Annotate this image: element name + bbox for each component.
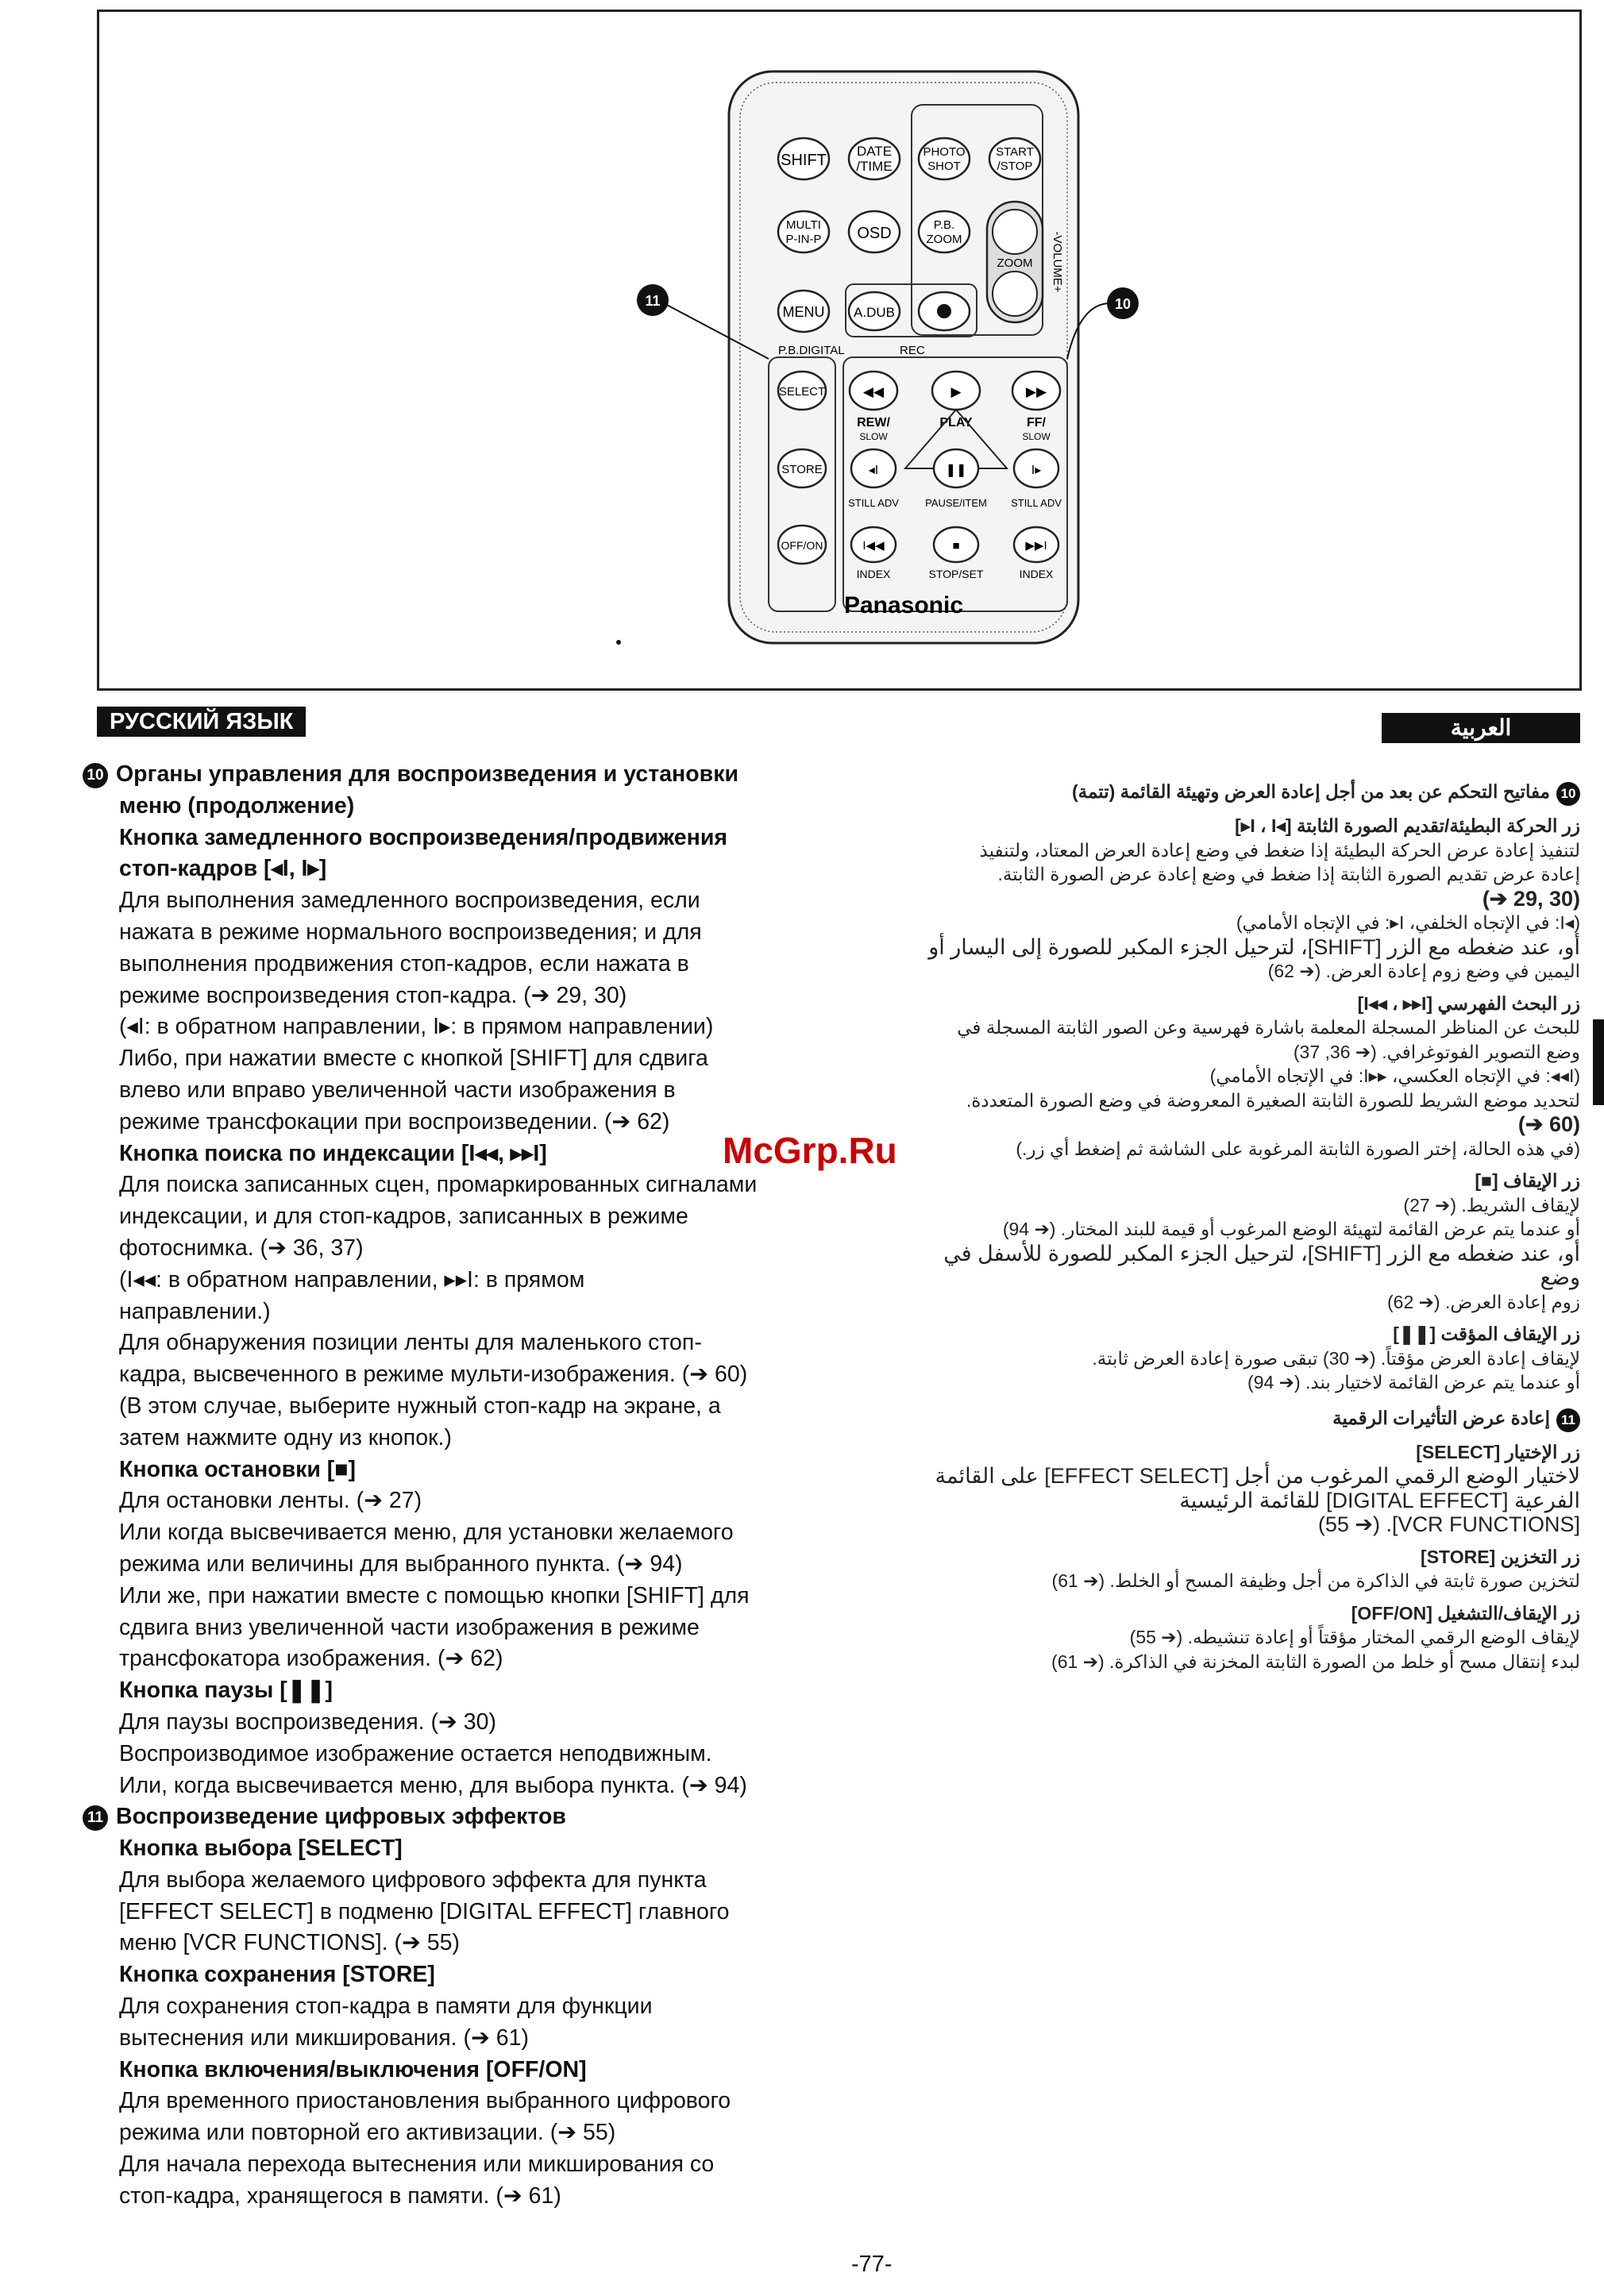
line-text: стоп-кадров [◂I, I▸] bbox=[119, 856, 327, 882]
svg-text:STILL ADV: STILL ADV bbox=[1011, 497, 1062, 509]
line-text: вытеснения или микширования. (➔ 61) bbox=[119, 2024, 529, 2051]
remote-control-illustration bbox=[635, 57, 1191, 661]
line-text: Для паузы воспроизведения. (➔ 30) bbox=[119, 1709, 496, 1735]
callout-11 bbox=[637, 284, 669, 316]
arabic-line bbox=[913, 1370, 1580, 1395]
arabic-line bbox=[913, 1489, 1580, 1513]
page-edge-tab bbox=[1593, 1019, 1604, 1105]
arabic-line bbox=[913, 862, 1580, 887]
language-badge-arabic: العربية bbox=[1382, 713, 1580, 743]
russian-text-column bbox=[83, 759, 869, 2213]
line-text: لإيقاف الوضع الرقمي المختار مؤقتاً أو إعادة تنشيطه. (➔ 55) bbox=[1129, 1627, 1580, 1647]
section-number-badge: 10 bbox=[83, 763, 108, 788]
svg-text:PAUSE/ITEM: PAUSE/ITEM bbox=[925, 497, 987, 509]
line-text: إعادة عرض التأثيرات الرقمية bbox=[1332, 1407, 1550, 1428]
pause-button bbox=[934, 449, 978, 487]
russian-line bbox=[83, 1423, 869, 1454]
line-text: Или же, при нажатии вместе с помощью кнопки [SHIFT] для bbox=[119, 1582, 750, 1608]
svg-text:STOP/SET: STOP/SET bbox=[928, 568, 984, 580]
russian-line bbox=[83, 1517, 869, 1549]
line-text: إعادة عرض تقديم الصورة الثابتة إذا ضغط في وضع إعادة عرض الصورة الثابتة. bbox=[997, 864, 1580, 884]
russian-line bbox=[83, 1391, 869, 1423]
russian-line bbox=[83, 1959, 869, 1991]
line-text: стоп-кадра, хранящегося в памяти. (➔ 61) bbox=[119, 2182, 561, 2209]
svg-text:P.B.: P.B. bbox=[933, 218, 955, 232]
svg-text:11: 11 bbox=[645, 293, 661, 309]
svg-text:PLAY: PLAY bbox=[939, 416, 973, 430]
russian-line bbox=[83, 1928, 869, 1959]
line-text: Либо, при нажатии вместе с кнопкой [SHIFT] для сдвига bbox=[119, 1046, 708, 1072]
arabic-line bbox=[913, 1406, 1580, 1432]
arabic-text-column bbox=[913, 769, 1580, 1674]
russian-line bbox=[83, 1169, 869, 1201]
line-text: Воспроизведение цифровых эффектов bbox=[116, 1804, 566, 1830]
line-text: أو، عند ضغطه مع الزر [SHIFT]، لترحيل الجزء المكبر للصورة إلى اليسار أو bbox=[928, 934, 1580, 959]
arabic-line bbox=[913, 1601, 1580, 1626]
russian-line bbox=[83, 1581, 869, 1612]
line-text: Органы управления для воспроизведения и установки bbox=[116, 761, 738, 787]
stray-mark bbox=[616, 640, 621, 645]
arabic-line bbox=[913, 1569, 1580, 1593]
arabic-line bbox=[913, 1625, 1580, 1650]
date-time-button bbox=[849, 138, 900, 179]
line-text: للبحث عن المناظر المسجلة المعلمة باشارة فهرسية وعن الصور الثابتة المسجلة في bbox=[957, 1017, 1580, 1038]
photo-shot-button bbox=[919, 138, 970, 179]
svg-text:PHOTO: PHOTO bbox=[923, 145, 966, 159]
line-text: لبدء إنتقال مسح أو خلط من الصورة الثابتة المخزنة في الذاكرة. (➔ 61) bbox=[1051, 1651, 1580, 1672]
index-forward-button bbox=[1014, 527, 1058, 580]
multi-pinp-button bbox=[778, 211, 829, 252]
russian-line bbox=[83, 2086, 869, 2117]
line-text: режима или повторной его активизации. (➔ 55) bbox=[119, 2120, 616, 2146]
line-text: (➔ 60) bbox=[1517, 1112, 1580, 1136]
line-text: زوم إعادة العرض. (➔ 62) bbox=[1386, 1291, 1580, 1312]
section-number-badge: 11 bbox=[83, 1805, 108, 1831]
section-number-badge: 10 bbox=[1556, 782, 1580, 806]
callout-10 bbox=[1107, 287, 1139, 319]
russian-line bbox=[83, 1991, 869, 2023]
arabic-line bbox=[913, 1290, 1580, 1315]
russian-line bbox=[83, 885, 869, 917]
line-text: أو، عند ضغطه مع الزر [SHIFT]، لترحيل الجزء المكبر للصورة للأسفل في وضع bbox=[943, 1241, 1580, 1289]
arabic-line bbox=[913, 1193, 1580, 1218]
still-adv-forward-button bbox=[1014, 449, 1058, 487]
shift-button bbox=[778, 138, 829, 179]
line-text: Или когда высвечивается меню, для установки желаемого bbox=[119, 1520, 734, 1546]
rec-label: REC bbox=[900, 344, 925, 357]
arabic-line bbox=[913, 911, 1580, 935]
select-button bbox=[778, 372, 826, 410]
line-text: нажата в режиме нормального воспроизведения; и для bbox=[119, 919, 702, 945]
line-text: (في هذه الحالة، إختر الصورة الثابتة المرغوبة على الشاشة ثم إضغط أي زر.) bbox=[1016, 1138, 1580, 1159]
line-text: أو عندما يتم عرض القائمة لاختيار بند. (➔ 94) bbox=[1247, 1372, 1580, 1393]
line-text: затем нажмите одну из кнопок.) bbox=[119, 1424, 452, 1450]
arabic-line bbox=[913, 887, 1580, 911]
russian-line bbox=[83, 980, 869, 1012]
section-number-badge: 11 bbox=[1556, 1408, 1580, 1432]
line-text: Или, когда высвечивается меню, для выбора пункта. (➔ 94) bbox=[119, 1772, 747, 1798]
line-text: زر البحث الفهرسي [I◂◂ ، ▸▸I] bbox=[1357, 992, 1580, 1014]
arabic-line bbox=[913, 1112, 1580, 1137]
line-text: кадра, высвеченного в режиме мульти-изображения. (➔ 60) bbox=[119, 1362, 748, 1388]
arabic-line bbox=[913, 959, 1580, 984]
line-text: [VCR FUNCTIONS]. (➔ 55) bbox=[1317, 1512, 1580, 1536]
stop-set-button bbox=[929, 527, 984, 580]
index-back-button bbox=[851, 527, 896, 580]
svg-text:◀◀: ◀◀ bbox=[862, 384, 885, 399]
russian-line bbox=[83, 1707, 869, 1739]
line-text: لإيقاف إعادة العرض مؤقتاً. (➔ 30) تبقى صورة إعادة العرض ثابتة. bbox=[1092, 1347, 1580, 1369]
russian-line bbox=[83, 1770, 869, 1802]
svg-text:SHIFT: SHIFT bbox=[781, 152, 827, 169]
russian-line bbox=[83, 917, 869, 949]
arabic-line bbox=[913, 1242, 1580, 1290]
arabic-line bbox=[913, 1440, 1580, 1465]
svg-text:OFF/ON: OFF/ON bbox=[781, 539, 823, 552]
line-text: Для выполнения замедленного воспроизведения, если bbox=[119, 888, 700, 914]
arabic-line bbox=[913, 1464, 1580, 1489]
line-text: Кнопка сохранения [STORE] bbox=[119, 1962, 435, 1988]
line-text: (В этом случае, выберите нужный стоп-кадр на экране, а bbox=[119, 1393, 721, 1419]
line-text: الفرعية [DIGITAL EFFECT] للقائمة الرئيسية bbox=[1179, 1488, 1580, 1512]
arabic-line bbox=[913, 992, 1580, 1016]
off-on-button bbox=[778, 526, 826, 564]
line-text: режима или величины для выбранного пункта. (➔ 94) bbox=[119, 1551, 683, 1577]
svg-text:ZOOM: ZOOM bbox=[926, 233, 962, 246]
svg-text:INDEX: INDEX bbox=[856, 568, 891, 580]
russian-line bbox=[83, 1485, 869, 1517]
arabic-line bbox=[913, 1040, 1580, 1065]
line-text: сдвига вниз увеличенной части изображения в режиме bbox=[119, 1614, 700, 1640]
arabic-line bbox=[913, 1512, 1580, 1537]
line-text: Кнопка поиска по индексации [I◂◂, ▸▸I] bbox=[119, 1140, 547, 1166]
arabic-line bbox=[913, 1346, 1580, 1371]
line-text: Для поиска записанных сцен, промаркированных сигналами bbox=[119, 1172, 758, 1198]
menu-button bbox=[778, 291, 829, 332]
still-adv-back-button bbox=[851, 449, 896, 487]
russian-line bbox=[83, 1801, 869, 1833]
line-text: أو عندما يتم عرض القائمة لتهيئة الوضع المرغوب أو قيمة للبند المختار. (➔ 94) bbox=[1002, 1219, 1580, 1239]
line-text: لإيقاف الشريط. (➔ 27) bbox=[1403, 1194, 1580, 1215]
russian-line bbox=[83, 1075, 869, 1107]
arabic-line bbox=[913, 1545, 1580, 1570]
line-text: индексации, и для стоп-кадров, записанных в режиме bbox=[119, 1204, 688, 1230]
line-text: режиме воспроизведения стоп-кадра. (➔ 29, 30) bbox=[119, 982, 627, 1008]
svg-text:❚❚: ❚❚ bbox=[945, 464, 967, 477]
arabic-line bbox=[913, 1217, 1580, 1242]
line-text: Кнопка замедленного воспроизведения/продвижения bbox=[119, 824, 727, 850]
svg-text:▶▶I: ▶▶I bbox=[1025, 539, 1047, 553]
svg-text:STILL ADV: STILL ADV bbox=[848, 497, 899, 509]
line-text: режиме трансфокации при воспроизведении. (➔ 62) bbox=[119, 1108, 670, 1135]
arabic-line bbox=[913, 1088, 1580, 1113]
rec-button bbox=[919, 292, 970, 330]
russian-line bbox=[83, 1833, 869, 1865]
svg-text:■: ■ bbox=[952, 539, 960, 553]
arabic-line bbox=[913, 1137, 1580, 1161]
line-text: Кнопка выбора [SELECT] bbox=[119, 1836, 403, 1862]
russian-line bbox=[83, 1043, 869, 1075]
line-text: влево или вправо увеличенной части изображения в bbox=[119, 1077, 676, 1103]
russian-line bbox=[83, 1454, 869, 1486]
russian-line bbox=[83, 1265, 869, 1296]
line-text: زر الإيقاف المؤقت [❚❚] bbox=[1393, 1323, 1580, 1344]
start-stop-button bbox=[989, 138, 1040, 179]
russian-line bbox=[83, 1327, 869, 1359]
line-text: Для остановки ленты. (➔ 27) bbox=[119, 1488, 422, 1514]
svg-text:SLOW: SLOW bbox=[859, 431, 888, 442]
arabic-line bbox=[913, 1650, 1580, 1674]
russian-line bbox=[83, 1897, 869, 1928]
line-text: меню [VCR FUNCTIONS]. (➔ 55) bbox=[119, 1930, 460, 1956]
line-text: (◂I: в обратном направлении, I▸: в прямом направлении) bbox=[119, 1014, 714, 1040]
line-text: زر الإيقاف/التشغيل [OFF/ON] bbox=[1351, 1602, 1580, 1624]
russian-line bbox=[83, 2055, 869, 2086]
line-text: (◂I: في الإتجاه الخلفي، I▸: في الإتجاه الأمامي) bbox=[1236, 912, 1580, 933]
russian-line bbox=[83, 1643, 869, 1675]
watermark: McGrp.Ru bbox=[723, 1130, 897, 1171]
line-text: фотоснимка. (➔ 36, 37) bbox=[119, 1235, 364, 1261]
line-text: Для временного приостановления выбранного цифрового bbox=[119, 2088, 731, 2114]
store-button bbox=[778, 449, 826, 487]
russian-line bbox=[83, 1011, 869, 1043]
svg-text:SLOW: SLOW bbox=[1022, 431, 1051, 442]
language-badge-russian: РУССКИЙ ЯЗЫК bbox=[97, 707, 306, 737]
russian-line bbox=[83, 1549, 869, 1581]
russian-line bbox=[83, 853, 869, 885]
svg-text:I◀◀: I◀◀ bbox=[862, 539, 885, 553]
russian-line bbox=[83, 1612, 869, 1644]
line-text: (I◂◂: в обратном направлении, ▸▸I: в прямом bbox=[119, 1266, 585, 1292]
russian-line bbox=[83, 759, 869, 791]
arabic-line bbox=[913, 1169, 1580, 1193]
russian-line bbox=[83, 1865, 869, 1897]
russian-line bbox=[83, 2181, 869, 2213]
svg-text:ZOOM: ZOOM bbox=[997, 256, 1033, 270]
svg-text:10: 10 bbox=[1114, 296, 1132, 312]
arabic-line bbox=[913, 780, 1580, 806]
line-text: Для обнаружения позиции ленты для маленького стоп- bbox=[119, 1330, 702, 1356]
russian-line bbox=[83, 1739, 869, 1770]
line-text: (I◂◂: في الإتجاه العكسي، ▸▸I: في الإتجاه الأمامي) bbox=[1209, 1065, 1580, 1086]
line-text: Кнопка включения/выключения [OFF/ON] bbox=[119, 2056, 587, 2082]
line-text: Для начала перехода вытеснения или микширования со bbox=[119, 2152, 715, 2178]
line-text: لتحديد موضع الشريط للصورة الثابتة الصغيرة المعروضة في وضع الصورة المتعددة. bbox=[966, 1089, 1580, 1111]
svg-text:SELECT: SELECT bbox=[778, 385, 826, 399]
line-text: زر التخزين [STORE] bbox=[1421, 1546, 1580, 1567]
arabic-line bbox=[913, 1015, 1580, 1040]
line-text: مفاتيح التحكم عن بعد من أجل إعادة العرض وتهيئة القائمة (تتمة) bbox=[1072, 781, 1550, 802]
line-text: زر الإختيار [SELECT] bbox=[1416, 1441, 1580, 1462]
line-text: لاختيار الوضع الرقمي المرغوب من أجل [EFFECT SELECT] على القائمة bbox=[935, 1464, 1580, 1488]
russian-line bbox=[83, 1296, 869, 1328]
arabic-line bbox=[913, 935, 1580, 960]
line-text: Для выбора желаемого цифрового эффекта для пункта bbox=[119, 1866, 707, 1893]
svg-text:SHOT: SHOT bbox=[927, 160, 961, 173]
russian-line bbox=[83, 791, 869, 822]
russian-line bbox=[83, 1675, 869, 1707]
svg-text:◂I: ◂I bbox=[868, 464, 879, 477]
line-text: زر الحركة البطيئة/تقديم الصورة الثابتة [◂I ، I▸] bbox=[1235, 815, 1580, 836]
svg-text:MULTI: MULTI bbox=[786, 218, 821, 232]
svg-text:OSD: OSD bbox=[857, 225, 892, 242]
svg-text:MENU: MENU bbox=[782, 304, 825, 320]
line-text: Кнопка паузы [❚❚] bbox=[119, 1678, 333, 1704]
svg-text:P-IN-P: P-IN-P bbox=[785, 233, 822, 246]
svg-text:A.DUB: A.DUB bbox=[854, 305, 895, 320]
svg-text:-VOLUME+: -VOLUME+ bbox=[1051, 231, 1064, 293]
svg-text:STORE: STORE bbox=[781, 463, 823, 476]
svg-text:REW/: REW/ bbox=[857, 416, 890, 430]
line-text: меню (продолжение) bbox=[119, 792, 355, 819]
svg-text:▶▶: ▶▶ bbox=[1025, 384, 1047, 399]
pb-digital-label: P.B.DIGITAL bbox=[778, 344, 845, 357]
svg-text:START: START bbox=[996, 145, 1034, 159]
line-text: لتنفيذ إعادة عرض الحركة البطيئة إذا ضغط في وضع إعادة العرض المعتاد، ولتنفيذ bbox=[979, 839, 1580, 861]
line-text: трансфокатора изображения. (➔ 62) bbox=[119, 1646, 503, 1672]
arabic-line bbox=[913, 1064, 1580, 1088]
line-text: Для сохранения стоп-кадра в памяти для функции bbox=[119, 1994, 653, 2020]
russian-line bbox=[83, 2023, 869, 2055]
svg-text:/STOP: /STOP bbox=[997, 160, 1033, 173]
svg-text:INDEX: INDEX bbox=[1019, 568, 1054, 580]
arabic-line bbox=[913, 838, 1580, 863]
russian-line bbox=[83, 822, 869, 854]
russian-line bbox=[83, 2149, 869, 2181]
svg-text:/TIME: /TIME bbox=[856, 159, 893, 174]
line-text: وضع التصوير الفوتوغرافي. (➔ 36, 37) bbox=[1293, 1041, 1580, 1062]
line-text: زر الإيقاف [■] bbox=[1475, 1170, 1580, 1191]
osd-button bbox=[849, 211, 900, 252]
line-text: Кнопка остановки [■] bbox=[119, 1456, 356, 1482]
russian-line bbox=[83, 949, 869, 980]
page-number: -77- bbox=[851, 2252, 893, 2277]
russian-line bbox=[83, 2117, 869, 2149]
pb-zoom-button bbox=[919, 211, 970, 252]
svg-text:DATE: DATE bbox=[856, 144, 893, 159]
russian-line bbox=[83, 1359, 869, 1391]
line-text: [EFFECT SELECT] в подменю [DIGITAL EFFECT] главного bbox=[119, 1898, 730, 1924]
line-text: لتخزين صورة ثابتة في الذاكرة من أجل وظيفة المسح أو الخلط. (➔ 61) bbox=[1051, 1570, 1580, 1591]
line-text: اليمين في وضع زوم إعادة العرض. (➔ 62) bbox=[1267, 961, 1580, 981]
russian-line bbox=[83, 1233, 869, 1265]
russian-line bbox=[83, 1201, 869, 1233]
arabic-line bbox=[913, 814, 1580, 838]
svg-text:▶: ▶ bbox=[950, 384, 962, 399]
line-text: Воспроизводимое изображение остается неподвижным. bbox=[119, 1740, 712, 1766]
line-text: направлении.) bbox=[119, 1298, 271, 1324]
brand-logo: Panasonic bbox=[843, 592, 964, 618]
line-text: выполнения продвижения стоп-кадров, если нажата в bbox=[119, 950, 689, 977]
svg-text:FF/: FF/ bbox=[1027, 416, 1046, 430]
line-text: (➔ 29, 30) bbox=[1482, 886, 1580, 911]
arabic-line bbox=[913, 1322, 1580, 1346]
svg-text:I▸: I▸ bbox=[1031, 464, 1042, 477]
